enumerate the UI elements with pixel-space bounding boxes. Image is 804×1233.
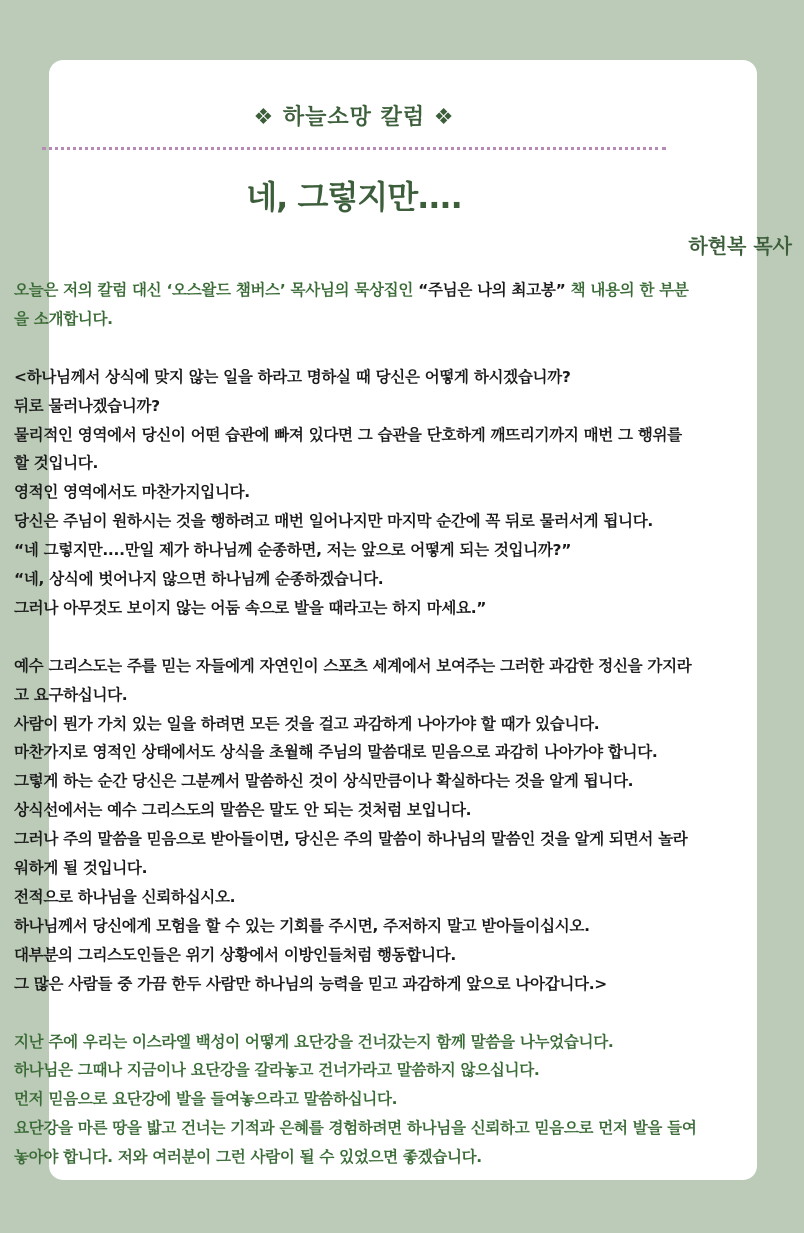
- closing-paragraph: [14, 1028, 698, 1173]
- closing-line: 먼저 믿음으로 요단강에 발을 들여놓으라고 말씀하십니다.: [14, 1090, 398, 1109]
- quote-line: “네, 상식에 벗어나지 않으면 하나님께 순종하겠습니다.: [14, 570, 384, 589]
- quote-block: [14, 363, 698, 623]
- closing-line: 요단강을 마른 땅을 밟고 건너는 기적과 은혜를 경험하려면 하나님을 신뢰하고 믿음으로 먼저 발을 들여놓아야 합니다. 저와 여러분이 그런 사람이 될 수 있었으면 좋겠습니다.: [14, 1119, 697, 1167]
- quote-line: 뒤로 물러나겠습니까?: [14, 396, 160, 415]
- body-line: 사람이 뭔가 가치 있는 일을 하려면 모든 것을 걸고 과감하게 나아가야 할 때가 있습니다.: [14, 714, 600, 733]
- quote-line: 영적인 영역에서도 마찬가지입니다.: [14, 483, 250, 502]
- article-title: 네, 그렇지만....: [246, 178, 462, 216]
- dotted-divider: [42, 147, 666, 150]
- quote-body-block: [14, 652, 698, 999]
- intro-paragraph: [14, 276, 698, 334]
- author-name: 하현복 목사: [688, 234, 792, 258]
- quote-line: “네 그렇지만....만일 제가 하나님께 순종하면, 저는 앞으로 어떻게 되는 것입니까?”: [14, 541, 572, 560]
- book-title: “주님은 나의 최고봉”: [418, 281, 566, 299]
- closing-line: 하나님은 그때나 지금이나 요단강을 갈라놓고 건너가라고 말씀하지 않으십니다.: [14, 1061, 540, 1080]
- closing-line: 지난 주에 우리는 이스라엘 백성이 어떻게 요단강을 건너갔는지 함께 말씀을 나누었습니다.: [14, 1032, 614, 1051]
- column-series-title: ❖ 하늘소망 칼럼 ❖: [253, 105, 455, 130]
- body-line: 그러나 주의 말씀을 믿음으로 받아들이면, 당신은 주의 말씀이 하나님의 말씀인 것을 알게 되면서 놀라워하게 될 것입니다.: [14, 830, 688, 878]
- quote-line: 물리적인 영역에서 당신이 어떤 습관에 빠져 있다면 그 습관을 단호하게 깨뜨리기까지 매번 그 행위를 할 것입니다.: [14, 425, 682, 473]
- intro-prefix: 오늘은 저의 칼럼 대신 ‘오스왈드 챔버스’ 목사님의 묵상집인: [14, 281, 419, 299]
- body-line: 예수 그리스도는 주를 믿는 자들에게 자연인이 스포츠 세계에서 보여주는 그러한 과감한 정신을 가지라고 요구하십니다.: [14, 656, 692, 704]
- body-line: 그렇게 하는 순간 당신은 그분께서 말씀하신 것이 상식만큼이나 확실하다는 것을 알게 됩니다.: [14, 772, 634, 791]
- body-line: 대부분의 그리스도인들은 위기 상황에서 이방인들처럼 행동합니다.: [14, 945, 456, 964]
- body-line: 그 많은 사람들 중 가끔 한두 사람만 하나님의 능력을 믿고 과감하게 앞으로 나아갑니다.>: [14, 974, 607, 993]
- body-line: 하나님께서 당신에게 모험을 할 수 있는 기회를 주시면, 주저하지 말고 받아들이십시오.: [14, 916, 590, 935]
- quote-line: 당신은 주님이 원하시는 것을 행하려고 매번 일어나지만 마지막 순간에 꼭 뒤로 물러서게 됩니다.: [14, 512, 653, 531]
- quote-line: <하나님께서 상식에 맞지 않는 일을 하라고 명하실 때 당신은 어떻게 하시겠습니까?: [14, 367, 571, 386]
- quote-line: 그러나 아무것도 보이지 않는 어둠 속으로 발을 때라고는 하지 마세요.”: [14, 598, 487, 617]
- body-line: 상식선에서는 예수 그리스도의 말씀은 말도 안 되는 것처럼 보입니다.: [14, 801, 472, 820]
- body-line: 마찬가지로 영적인 상태에서도 상식을 초월해 주님의 말씀대로 믿음으로 과감히 나아가야 합니다.: [14, 743, 658, 762]
- body-line: 전적으로 하나님을 신뢰하십시오.: [14, 888, 236, 906]
- intro-suffix: 책 내용의 한 부분을 소개합니다.: [14, 281, 689, 328]
- article-body: [14, 276, 698, 1172]
